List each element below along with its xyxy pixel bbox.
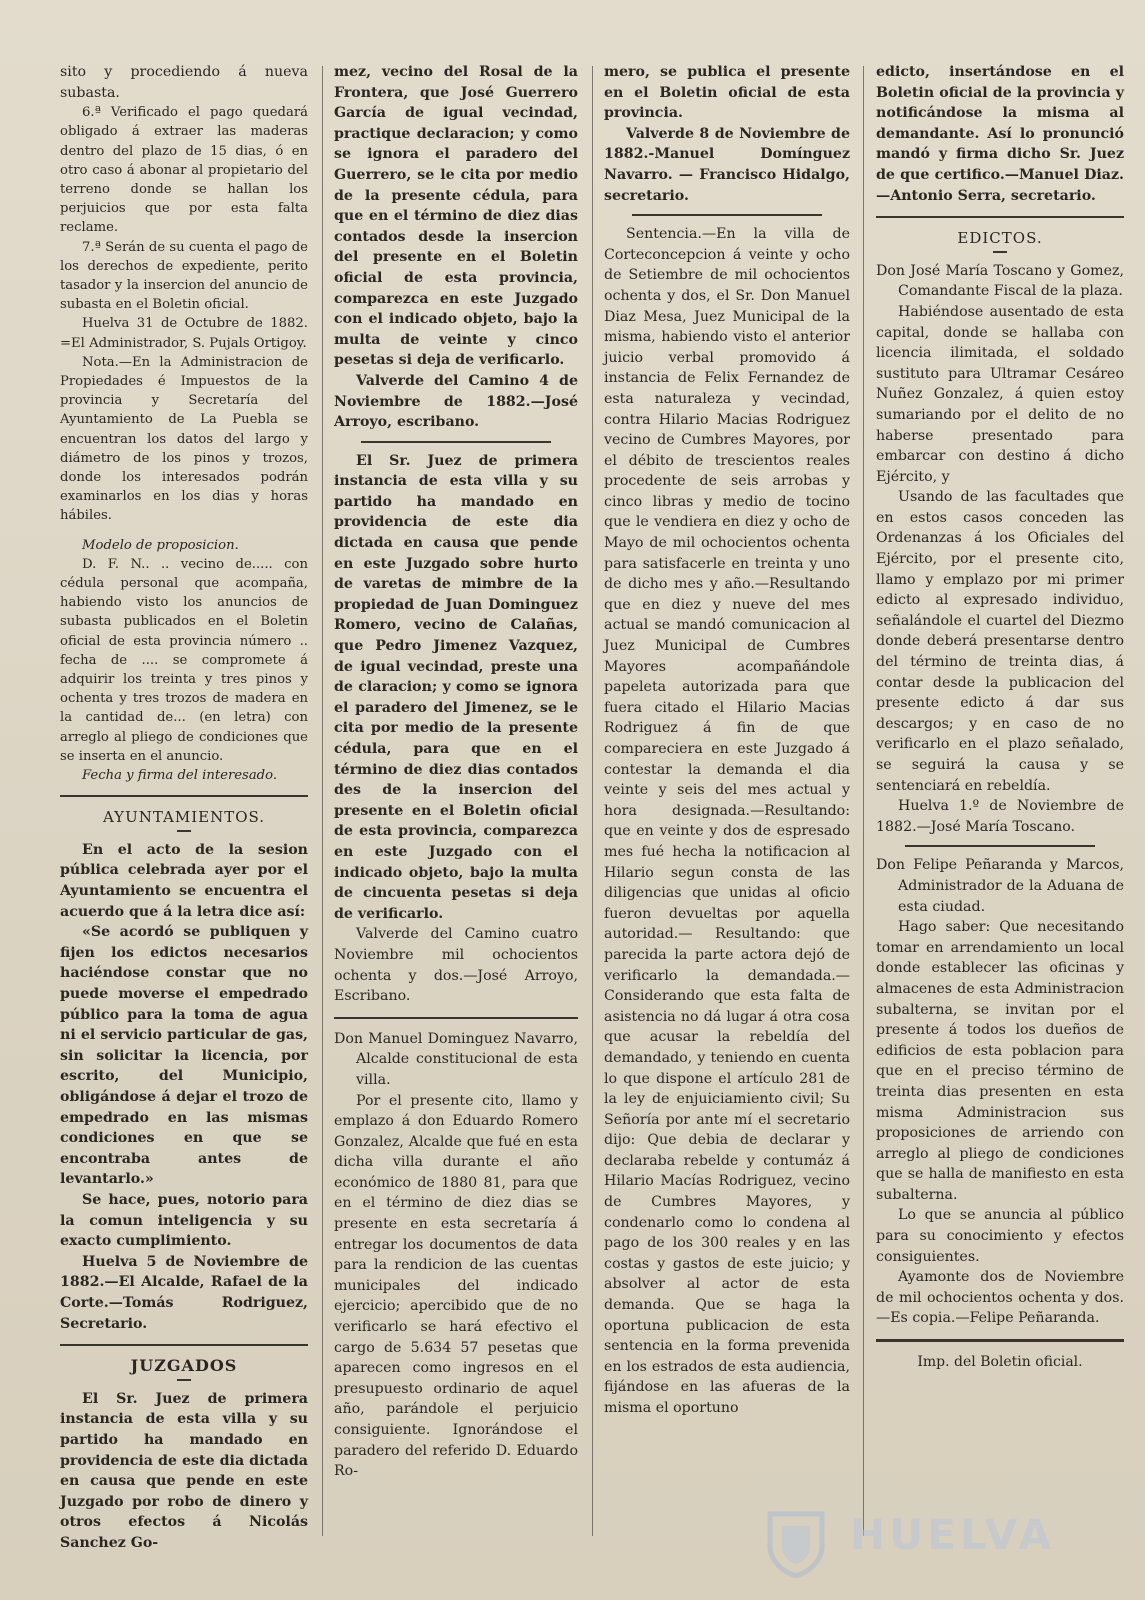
ayuntamiento-notorio: Se hace, pues, notorio para la comun inteligencia y su exacto cumplimiento.	[60, 1191, 308, 1250]
alcalde-signature: Valverde 8 de Noviembre de 1882.-Manuel Domínguez Navarro. — Francisco Hidalgo, secretario.	[604, 125, 850, 204]
alcalde-notice: Por el presente cito, llamo y emplazo á don Eduardo Romero Gonzalez, Alcalde que fué en esta dicha villa durante el año económico de 1880 81, para que en el término de diez dias se presente en esta secretaría á entregar los documentos de data para la rendicion de las cuentas municipales del indicado ejercicio; apercibido que de no verificarlo se hará efectivo el cargo de 5.634 57 pesetas que aparecen como ingresos en el presupuesto ordinario de aquel año, parándole el perjuicio consiguiente. Ignorándose el paradero del referido D. Eduardo Ro-	[334, 1092, 578, 1480]
column-divider	[863, 66, 864, 1536]
section-rule	[60, 795, 308, 797]
edicto-2-signature: Ayamonte dos de Noviembre de mil ochocientos ochenta y dos.—Es copia.—Felipe Peñaranda.	[876, 1269, 1124, 1327]
modelo-title: Modelo de proposicion.	[82, 537, 239, 553]
juzgado-signature-1: Valverde del Camino 4 de Noviembre de 1882.—José Arroyo, escribano.	[334, 372, 578, 431]
sentencia-text: Sentencia.—En la villa de Corteconcepcion á veinte y ocho de Setiembre de mil ochocientos ochenta y dos, el Sr. Don Manuel Diaz Mesa, Juez Municipal de la misma, habiendo visto el anterior juicio verbal promovido á instancia de Felix Fernandez de esta naturaleza y vecindad, contra Hilario Macias Rodriguez vecino de Cumbres Mayores, por el débito de trescientos reales procedente de seis arrobas y cinco libras y medio de tocino que le vendiera en diez y ocho de Mayo de mil ochocientos ochenta para satisfacerle en treinta y uno de dicho mes y año.—Resultando que en diez y nueve del mes actual se mandó comunicacion al Juez Municipal de Cumbres Mayores acompañándole papeleta autorizada para que fuera citado el Hilario Macias Rodriguez á fin de que compareciera en este Juzgado á contestar la demanda el dia veinte y seis del mes actual y hora designada.—Resultando: que en veinte y dos de espresado mes fué hecha la notificacion al Hilario segun consta de las diligencias que unidas al oficio fueron devueltas por aquella autoridad.— Resultando: que parecida la parte actora dejó de verificarlo la demandada.— Considerando que esta falta de asistencia no dá lugar á otra cosa que acusar la rebeldía del demandado, y teniendo en cuenta lo que dispone el artículo 281 de la ley de enjuiciamiento civil; Su Señoría por ante mí el secretario dijo: Que debia de declarar y declaraba rebelde y contumáz á Hilario Macías Rodriguez, vecino de Cumbres Mayores, y condenarlo como lo condena al pago de los 300 reales y en las costas y gastos de este juicio; y absolver al actor de esta demanda. Que se haga la oportuna publicacion de esta sentencia en la forma prevenida en los estrados de esta audiencia, fijándose en las afueras de la misma el oportuno	[604, 226, 850, 1416]
notice-rule	[632, 214, 822, 216]
notice-rule	[334, 1017, 578, 1019]
column-divider	[322, 66, 323, 1536]
edicto-2-anuncia: Lo que se anuncia al público para su conocimiento y efectos consiguientes.	[876, 1207, 1124, 1265]
juzgado-notice-2: El Sr. Juez de primera instancia de esta villa y su partido ha mandado en providencia de este dia dictada en causa que pende en este Juzgado sobre hurto de varetas de mimbre de la propiedad de Juan Dominguez Romero, vecino de Calañas, que Pedro Jimenez Vazquez, de igual vecindad, preste una de claracion; y como se ignora el paradero del Jimenez, se le cita por medio de la presente cédula, para que en el término de diez dias contados des de la insercion del presente en el Boletin oficial de esta provincia, comparezca en este Juzgado con el indicado objeto, bajo la multa de cincuenta pesetas si deja de verificarlo.	[334, 452, 578, 922]
heading-dash	[177, 1379, 191, 1381]
alcalde-notice-cont: mero, se publica el presente en el Boletin oficial de esta provincia.	[604, 64, 850, 122]
column-3	[604, 62, 850, 1419]
juzgados-heading: JUZGADOS	[130, 1356, 238, 1376]
edicto-1-body-b: Usando de las facultades que en estos casos conceden las Ordenanzas á los Oficiales del Ejército, por el presente cito, llamo y emplazo por mi primer edicto al expresado individuo, señalándole el cuartel del Diezmo donde deberá presentarse dentro del término de treinta dias, á contar desde la publicacion del presente edicto á dar sus descargos; y en caso de no verificarlo en el plazo señalado, se seguirá la causa y se sentenciará en rebeldía.	[876, 489, 1124, 794]
edictos-heading: EDICTOS.	[957, 229, 1043, 248]
column-2	[334, 62, 578, 1482]
condition-6: 6.ª Verificado el pago quedará obligado á extraer las maderas dentro del plazo de 15 dias, ó en otro caso á abonar al propietario del terreno donde se hallan los perjuicios que por esta falta reclame.	[60, 105, 308, 236]
column-4	[876, 62, 1124, 1373]
edicto-1-header: Don José María Toscano y Gomez, Comandante Fiscal de la plaza.	[876, 262, 1124, 300]
section-rule	[876, 216, 1124, 218]
condition-7: 7.ª Serán de su cuenta el pago de los derechos de expediente, perito tasador y la insercion del anuncio de subasta en el Boletin oficial.	[60, 239, 308, 313]
subasta-signature: Huelva 31 de Octubre de 1882. =El Administrador, S. Pujals Ortigoy.	[60, 316, 308, 351]
edicto-2-header: Don Felipe Peñaranda y Marcos, Administrador de la Aduana de esta ciudad.	[876, 857, 1124, 915]
watermark-text: HUELVA	[850, 1510, 1056, 1559]
sentencia-end: edicto, insertándose en el Boletin oficial de la provincia y notificándose la misma al demandante. Así lo pronunció mandó y firma dicho Sr. Juez de que certifico.—Manuel Diaz.—Antonio Serra, secretario.	[876, 64, 1124, 204]
ayuntamientos-heading: AYUNTAMIENTOS.	[102, 808, 266, 827]
closing-rule	[876, 1339, 1124, 1342]
ayuntamiento-acuerdo: «Se acordó se publiquen y fijen los edictos necesarios haciéndose constar que no puede moverse el empedrado público para la toma de agua ni el servicio particular de gas, sin solicitar la licencia, por escrito, del Municipio, obligándose á dejar el trozo de empedrado en las mismas condiciones en que se encontraba antes de levantarlo.»	[60, 924, 308, 1188]
notice-rule	[905, 845, 1095, 847]
watermark	[730, 1502, 1056, 1582]
edicto-2-body: Hago saber: Que necesitando tomar en arrendamiento un local donde establecer las oficinas y almacenes de esta Administracion subalterna, se invitan por el presente á todos los dueños de edificios de esta poblacion para que en el preciso término de treinta dias presenten en esta misma Administracion sus proposiciones de arriendo con arreglo al pliego de condiciones que se halla de manifiesto en esta subalterna.	[876, 919, 1124, 1203]
edicto-1-body-a: Habiéndose ausentado de esta capital, donde se hallaba con licencia ilimitada, el soldado sustituto para Ultramar Cesáreo Nuñez Gonzalez, á quien estoy sumariando por el delito de no haberse presentado para embarcar con destino á dicho Ejército, y	[876, 303, 1124, 485]
juzgado-notice-start: El Sr. Juez de primera instancia de esta villa y su partido ha mandado en providencia de este dia dictada en causa que pende en este Juzgado por robo de dinero y otros efectos á Nicolás Sanchez Go-	[60, 1390, 308, 1551]
notice-rule	[361, 441, 551, 443]
edicto-1-signature: Huelva 1.º de Noviembre de 1882.—José María Toscano.	[876, 798, 1124, 835]
section-rule	[60, 1344, 308, 1346]
subasta-text-end: sito y procediendo á nueva subasta.	[60, 64, 308, 101]
alcalde-header: Don Manuel Dominguez Navarro, Alcalde constitucional de esta villa.	[334, 1030, 578, 1088]
modelo-firma: Fecha y firma del interesado.	[82, 768, 278, 784]
diputacion-shield-icon	[760, 1506, 832, 1578]
imprenta-credit: Imp. del Boletin oficial.	[917, 1354, 1083, 1371]
ayuntamiento-signature: Huelva 5 de Noviembre de 1882.—El Alcalde, Rafael de la Corte.—Tomás Rodriguez, Secretario.	[60, 1253, 308, 1332]
heading-dash	[993, 251, 1007, 253]
subasta-note: Nota.—En la Administracion de Propiedades é Impuestos de la provincia y Secretaría del Ayuntamiento de La Puebla se encuentran los datos del largo y diámetro de los pinos y trozos, donde los interesados podrán examinarlos en los dias y horas hábiles.	[60, 354, 308, 524]
ayuntamiento-intro: En el acto de la sesion pública celebrada ayer por el Ayuntamiento se encuentra el acuerdo que á la letra dice así:	[60, 841, 308, 920]
juzgado-signature-2: Valverde del Camino cuatro Noviembre mil ochocientos ochenta y dos.—José Arroyo, Escribano.	[334, 926, 578, 1005]
column-1	[60, 62, 308, 1553]
modelo-text: D. F. N.. .. vecino de..... con cédula personal que acompaña, habiendo visto los anuncios de subasta publicados en el Boletin oficial de esta provincia número .. fecha de .... se compromete á adquirir los treinta y tres pinos y ochenta y tres trozos de madera en la cantidad de... (en letra) con arreglo al pliego de condiciones que se inserta en el anuncio.	[60, 556, 308, 764]
heading-dash	[177, 830, 191, 832]
juzgado-notice-cont: mez, vecino del Rosal de la Frontera, que José Guerrero García de igual vecindad, practique declaracion; y como se ignora el paradero del Guerrero, se le cita por medio de la presente cédula, para que en el término de diez dias contados desde la insercion del presente en el Boletin oficial de esta provincia, comparezca en este Juzgado con el indicado objeto, bajo la multa de veinte y cinco pesetas si deja de verificarlo.	[334, 64, 578, 369]
column-divider	[592, 66, 593, 1536]
